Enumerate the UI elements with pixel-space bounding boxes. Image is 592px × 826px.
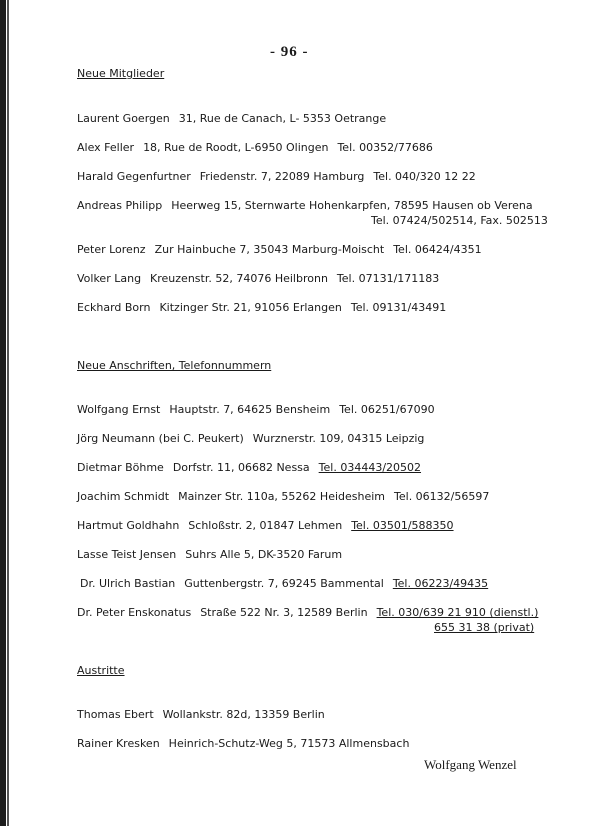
address-entry [77,461,421,474]
address-entry [77,606,538,619]
member-address: Heinrich-Schutz-Weg 5, 71573 Allmensbach [168,737,410,750]
member-address: Wollankstr. 82d, 13359 Berlin [162,708,325,721]
scan-binding-edge-line [7,0,9,826]
member-phone: Tel. 030/639 21 910 (dienstl.) [376,606,539,619]
member-address: Wurznerstr. 109, 04315 Leipzig [252,432,425,445]
member-name: Andreas Philipp [77,199,163,212]
member-entry [77,199,533,212]
member-name: Alex Feller [77,141,135,154]
member-phone: Tel. 09131/43491 [350,301,447,314]
address-entry [77,403,435,416]
section-heading-new-members: Neue Mitglieder [77,67,165,80]
member-name: Harald Gegenfurtner [77,170,191,183]
member-address: Hauptstr. 7, 64625 Bensheim [169,403,331,416]
member-name: Lasse Teist Jensen [77,548,177,561]
member-address: Dorfstr. 11, 06682 Nessa [172,461,310,474]
member-entry [77,112,395,125]
member-name: Wolfgang Ernst [77,403,161,416]
section-heading-withdrawals: Austritte [77,664,125,677]
member-phone: Tel. 034443/20502 [318,461,422,474]
member-name: Joachim Schmidt [77,490,170,503]
member-entry [77,272,439,285]
member-name: Peter Lorenz [77,243,146,256]
member-phone: Tel. 06424/4351 [393,243,482,256]
member-address: Guttenbergstr. 7, 69245 Bammental [184,577,384,590]
member-phone: Tel. 040/320 12 22 [373,170,476,183]
member-entry [77,141,433,154]
member-phone: Tel. 03501/588350 [351,519,454,532]
member-name: Laurent Goergen [77,112,170,125]
member-name: Eckhard Born [77,301,151,314]
address-entry [77,519,454,532]
member-address: Schloßstr. 2, 01847 Lehmen [188,519,343,532]
member-address: Suhrs Alle 5, DK-3520 Farum [185,548,343,561]
member-name: Dr. Ulrich Bastian [80,577,176,590]
member-address: 31, Rue de Canach, L- 5353 Oetrange [178,112,387,125]
member-address: Kitzinger Str. 21, 91056 Erlangen [159,301,342,314]
member-address: Zur Hainbuche 7, 35043 Marburg-Moischt [154,243,385,256]
member-phone: Tel. 00352/77686 [337,141,433,154]
address-entry [77,548,342,561]
member-address: Straße 522 Nr. 3, 12589 Berlin [200,606,368,619]
member-phone: Tel. 06132/56597 [394,490,490,503]
member-phone-private: 655 31 38 (privat) [434,621,535,634]
member-phone: Tel. 06251/67090 [339,403,435,416]
section-heading-new-addresses: Neue Anschriften, Telefonnummern [77,359,272,372]
member-name: Jörg Neumann (bei C. Peukert) [77,432,244,445]
member-entry [77,301,446,314]
page-number: - 96 - [270,44,309,60]
address-entry [80,577,488,590]
member-name: Dietmar Böhme [77,461,164,474]
member-name: Dr. Peter Enskonatus [77,606,192,619]
member-address: Friedenstr. 7, 22089 Hamburg [199,170,365,183]
member-entry [77,243,482,256]
member-name: Rainer Kresken [77,737,160,750]
member-address: Heerweg 15, Sternwarte Hohenkarpfen, 78595 Hausen ob Verena [171,199,533,212]
member-phone: Tel. 07131/171183 [336,272,440,285]
member-address: Kreuzenstr. 52, 74076 Heilbronn [150,272,328,285]
member-phone: Tel. 07424/502514, Fax. 502513 [371,214,548,227]
address-entry [77,432,424,445]
address-entry [77,490,489,503]
scan-binding-edge [0,0,6,826]
member-phone: Tel. 06223/49435 [392,577,489,590]
member-name: Hartmut Goldhahn [77,519,180,532]
withdrawal-entry [77,737,409,750]
member-name: Volker Lang [77,272,142,285]
withdrawal-entry [77,708,325,721]
member-name: Thomas Ebert [77,708,154,721]
member-address: Mainzer Str. 110a, 55262 Heidesheim [178,490,386,503]
member-entry [77,170,476,183]
member-address: 18, Rue de Roodt, L-6950 Olingen [143,141,329,154]
signature: Wolfgang Wenzel [424,757,517,772]
